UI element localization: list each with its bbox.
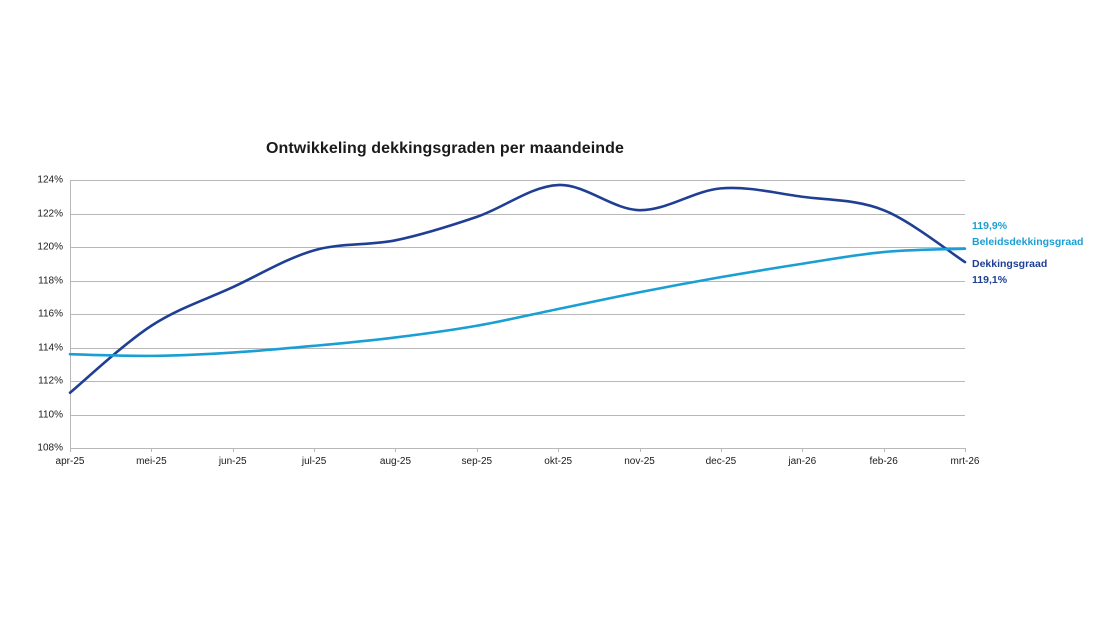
y-axis-tick-label: 124%	[37, 174, 63, 186]
x-axis-tick-mark	[802, 448, 803, 452]
x-axis-tick-mark	[721, 448, 722, 452]
y-axis-tick-label: 114%	[38, 342, 63, 353]
x-axis-tick-label: mei-25	[136, 456, 167, 467]
x-axis-tick-mark	[395, 448, 396, 452]
series-lines	[70, 180, 965, 448]
x-axis-tick-mark	[314, 448, 315, 452]
x-axis-tick-label: nov-25	[624, 456, 655, 467]
x-axis-tick-mark	[558, 448, 559, 452]
y-axis-tick-label: 110%	[38, 409, 63, 420]
series-line	[70, 249, 965, 356]
x-axis-tick-mark	[151, 448, 152, 452]
x-axis-tick-label: okt-25	[544, 456, 573, 467]
grid-line	[70, 448, 965, 449]
x-axis-tick-mark	[233, 448, 234, 452]
chart-title: Ontwikkeling dekkingsgraden per maandeinde	[265, 140, 625, 157]
x-axis-tick-mark	[477, 448, 478, 452]
x-axis-tick-label: dec-25	[705, 456, 737, 467]
x-axis-tick-label: aug-25	[379, 456, 412, 467]
x-axis-tick-label: jul-25	[301, 456, 327, 467]
y-axis-tick-label: 116%	[38, 308, 63, 320]
dekkingsgraad-series-label: Dekkingsgraad	[972, 258, 1048, 270]
x-axis-tick-label: mrt-26	[950, 456, 980, 467]
x-axis-tick-mark	[884, 448, 885, 452]
y-axis-tick-label: 122%	[37, 208, 63, 219]
dekkingsgraad-value-label: 119,1%	[972, 274, 1008, 286]
y-axis-tick-label: 120%	[37, 241, 63, 253]
x-axis-tick-label: jun-25	[218, 456, 247, 467]
series-line	[70, 185, 965, 393]
x-axis-tick-label: feb-26	[869, 456, 898, 467]
plot-area	[37, 174, 980, 467]
beleidsdekkingsgraad-series-label: Beleidsdekkingsgraad	[972, 236, 1084, 248]
x-axis-tick-mark	[965, 448, 966, 452]
x-axis-tick-mark	[640, 448, 641, 452]
x-axis-tick-label: apr-25	[55, 456, 85, 467]
x-axis-tick-label: sep-25	[461, 456, 493, 467]
y-axis-tick-label: 112%	[38, 375, 63, 387]
beleidsdekkingsgraad-value-label: 119,9%	[972, 220, 1008, 232]
x-axis-tick-mark	[70, 448, 71, 452]
y-axis-tick-label: 118%	[38, 275, 63, 286]
y-axis-tick-label: 108%	[37, 442, 63, 454]
x-axis-tick-label: jan-26	[788, 456, 817, 467]
